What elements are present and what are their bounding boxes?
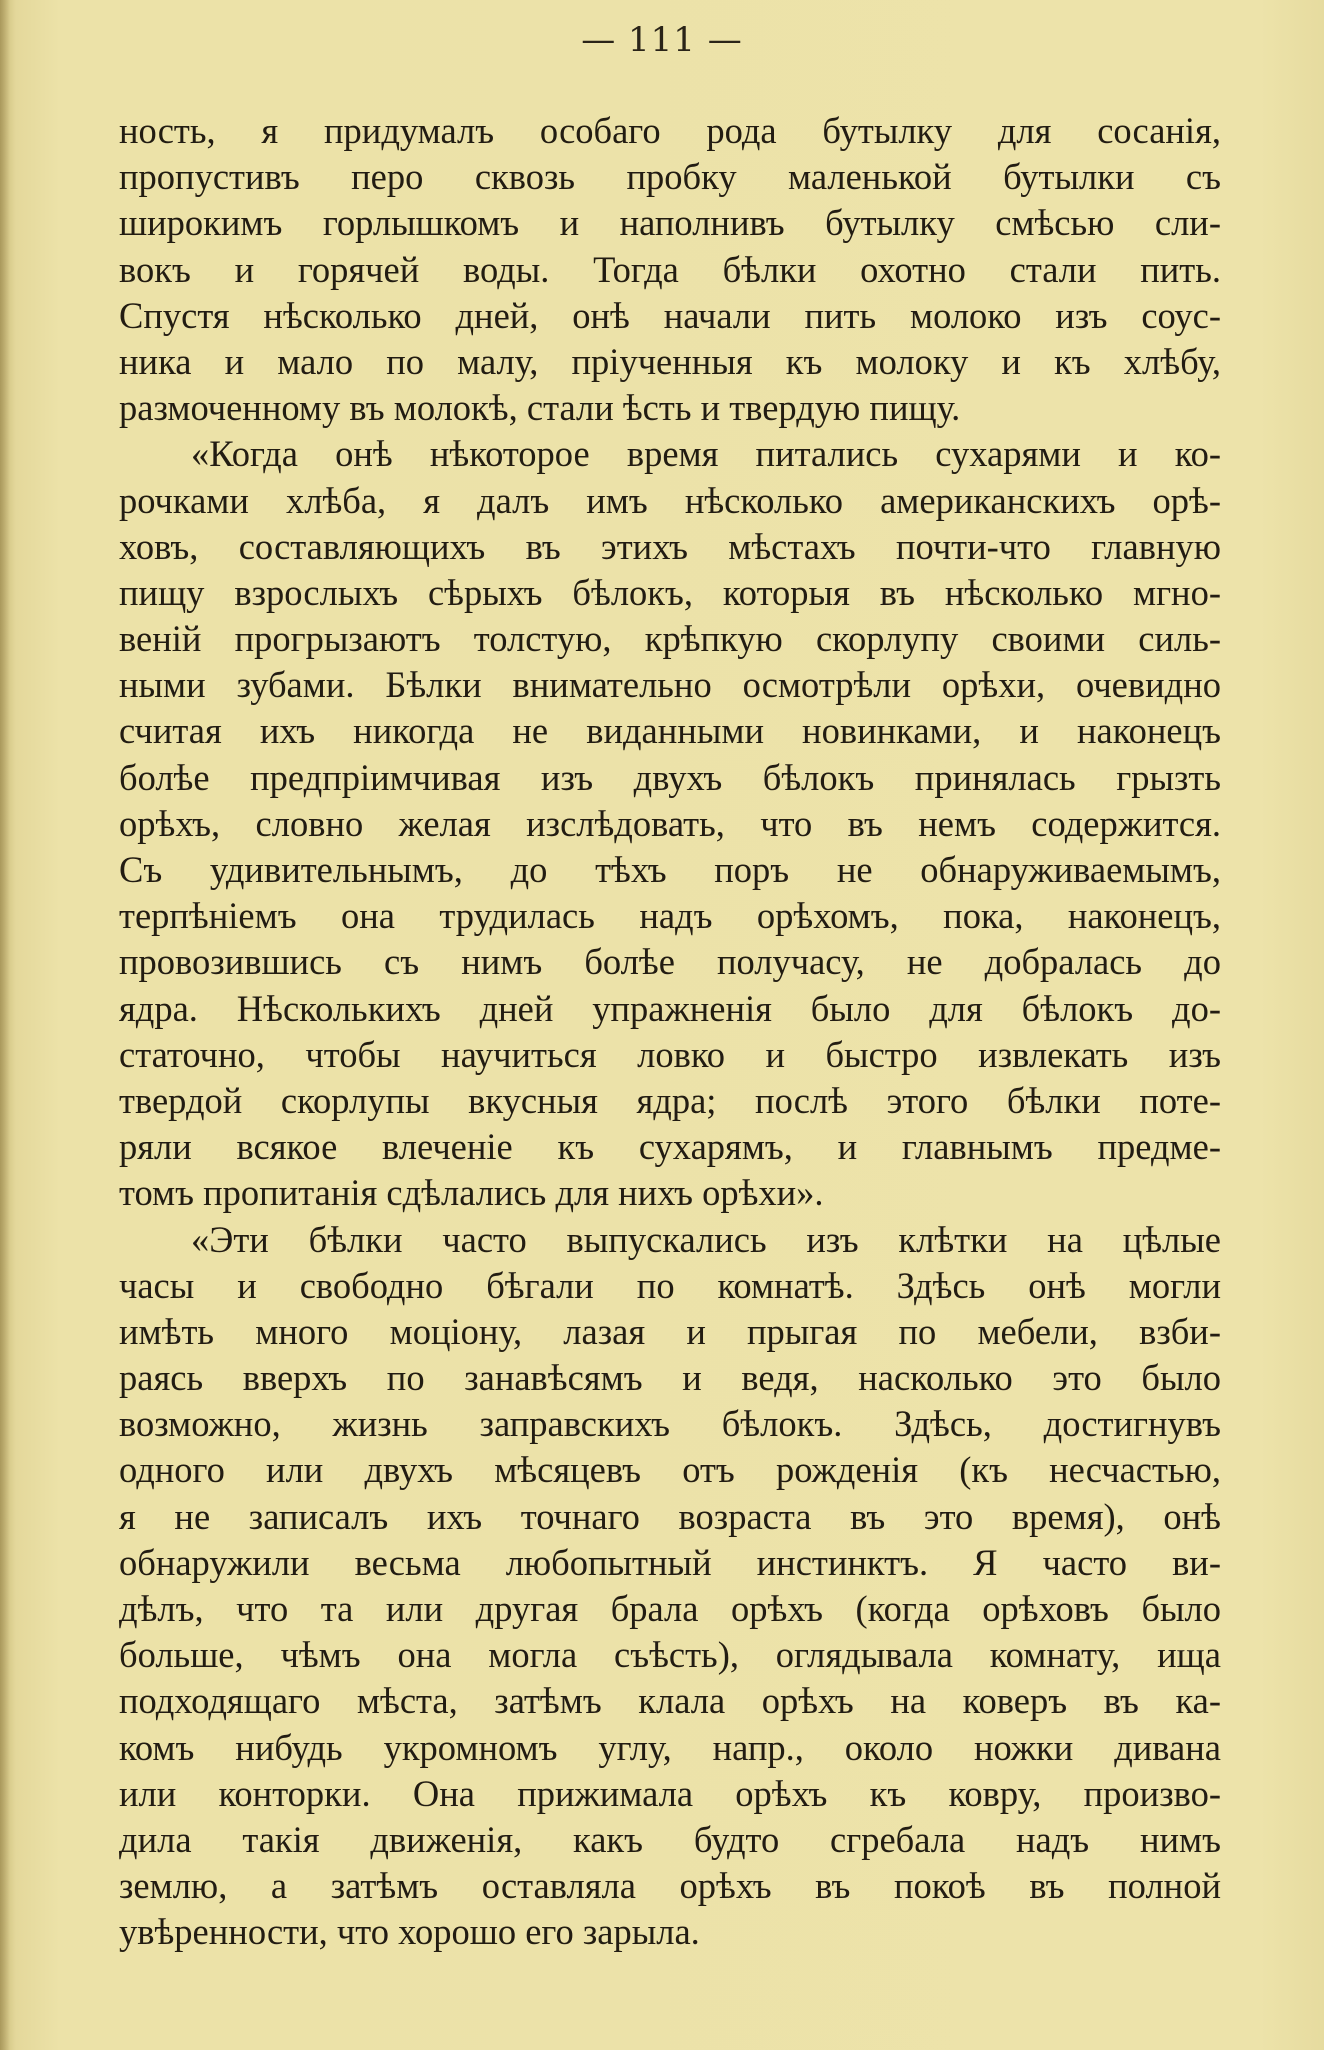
- text-line: орѣхъ, словно желая изслѣдовать, что въ немъ содержится.: [119, 802, 1221, 844]
- text-line: возможно, жизнь заправскихъ бѣлокъ. Здѣсь, достигнувъ: [119, 1403, 1221, 1445]
- text-line: ными зубами. Бѣлки внимательно осмотрѣли орѣхи, очевидно: [119, 664, 1221, 706]
- page-number: — 111 —: [581, 20, 743, 60]
- text-line: раясь вверхъ по занавѣсямъ и ведя, насколько это было: [119, 1357, 1221, 1399]
- text-line: ядра. Нѣсколькихъ дней упражненія было для бѣлокъ до-: [119, 987, 1221, 1029]
- text-line: терпѣніемъ она трудилась надъ орѣхомъ, пока, наконецъ,: [119, 895, 1221, 937]
- text-line: я не записалъ ихъ точнаго возраста въ это время), онѣ: [119, 1495, 1221, 1537]
- text-line: статочно, чтобы научиться ловко и быстро извлекать изъ: [119, 1033, 1221, 1075]
- text-line: одного или двухъ мѣсяцевъ отъ рожденія (къ несчастью,: [119, 1449, 1221, 1491]
- text-block: [119, 108, 1221, 1956]
- text-line: часы и свободно бѣгали по комнатѣ. Здѣсь онѣ могли: [119, 1264, 1221, 1306]
- text-line: веній прогрызаютъ толстую, крѣпкую скорлупу своими силь-: [119, 618, 1221, 660]
- paragraph-2: [119, 431, 1221, 1216]
- text-line: пропустивъ перо сквозь пробку маленькой бутылки съ: [119, 156, 1221, 198]
- text-line: считая ихъ никогда не виданными новинками, и наконецъ: [119, 710, 1221, 752]
- text-line: вокъ и горячей воды. Тогда бѣлки охотно стали пить.: [119, 248, 1221, 290]
- text-line: ховъ, составляющихъ въ этихъ мѣстахъ почти-что главную: [119, 525, 1221, 567]
- text-line: Съ удивительнымъ, до тѣхъ поръ не обнаруживаемымъ,: [119, 849, 1221, 890]
- text-line: комъ нибудь укромномъ углу, напр., около ножки дивана: [119, 1726, 1221, 1768]
- text-line: провозившись съ нимъ болѣе получасу, не добралась до: [119, 941, 1221, 983]
- text-line: ника и мало по малу, пріученныя къ молоку и къ хлѣбу,: [119, 340, 1221, 382]
- text-line: твердой скорлупы вкусныя ядра; послѣ этого бѣлки поте-: [119, 1079, 1221, 1121]
- text-line: болѣе предпріимчивая изъ двухъ бѣлокъ принялась грызть: [119, 756, 1221, 798]
- paragraph-3: [119, 1217, 1221, 1956]
- text-line: землю, а затѣмъ оставляла орѣхъ въ покоѣ въ полной: [119, 1865, 1221, 1907]
- paragraph-1: [119, 108, 1221, 431]
- text-line: широкимъ горлышкомъ и наполнивъ бутылку смѣсью сли-: [119, 202, 1221, 244]
- text-line: пищу взрослыхъ сѣрыхъ бѣлокъ, которыя въ нѣсколько мгно-: [119, 571, 1221, 613]
- text-line: или конторки. Она прижимала орѣхъ къ ковру, произво-: [119, 1772, 1221, 1814]
- spine-shadow: [0, 0, 10, 2050]
- text-line: размоченному въ молокѣ, стали ѣсть и твердую пищу.: [119, 387, 961, 429]
- text-line: имѣть много моціону, лазая и прыгая по мебели, взби-: [119, 1310, 1221, 1352]
- text-line: ность, я придумалъ особаго рода бутылку для сосанія,: [119, 110, 1221, 151]
- text-line: увѣренности, что хорошо его зарыла.: [119, 1911, 700, 1953]
- text-line: рочками хлѣба, я далъ имъ нѣсколько американскихъ орѣ-: [119, 479, 1221, 521]
- text-line: томъ пропитанія сдѣлались для нихъ орѣхи».: [119, 1172, 824, 1214]
- text-line: «Когда онѣ нѣкоторое время питались сухарями и ко-: [191, 433, 1221, 475]
- text-line: «Эти бѣлки часто выпускались изъ клѣтки на цѣлые: [191, 1218, 1221, 1260]
- text-line: подходящаго мѣста, затѣмъ клала орѣхъ на коверъ въ ка-: [119, 1680, 1221, 1722]
- text-line: дила такія движенія, какъ будто сгребала надъ нимъ: [119, 1818, 1221, 1860]
- text-line: обнаружили весьма любопытный инстинктъ. Я часто ви-: [119, 1541, 1221, 1583]
- text-line: дѣлъ, что та или другая брала орѣхъ (когда орѣховъ было: [119, 1588, 1221, 1629]
- text-line: ряли всякое влеченіе къ сухарямъ, и главнымъ предме-: [119, 1126, 1221, 1168]
- text-line: Спустя нѣсколько дней, онѣ начали пить молоко изъ соус-: [119, 294, 1221, 336]
- text-line: больше, чѣмъ она могла съѣсть), оглядывала комнату, ища: [119, 1634, 1221, 1676]
